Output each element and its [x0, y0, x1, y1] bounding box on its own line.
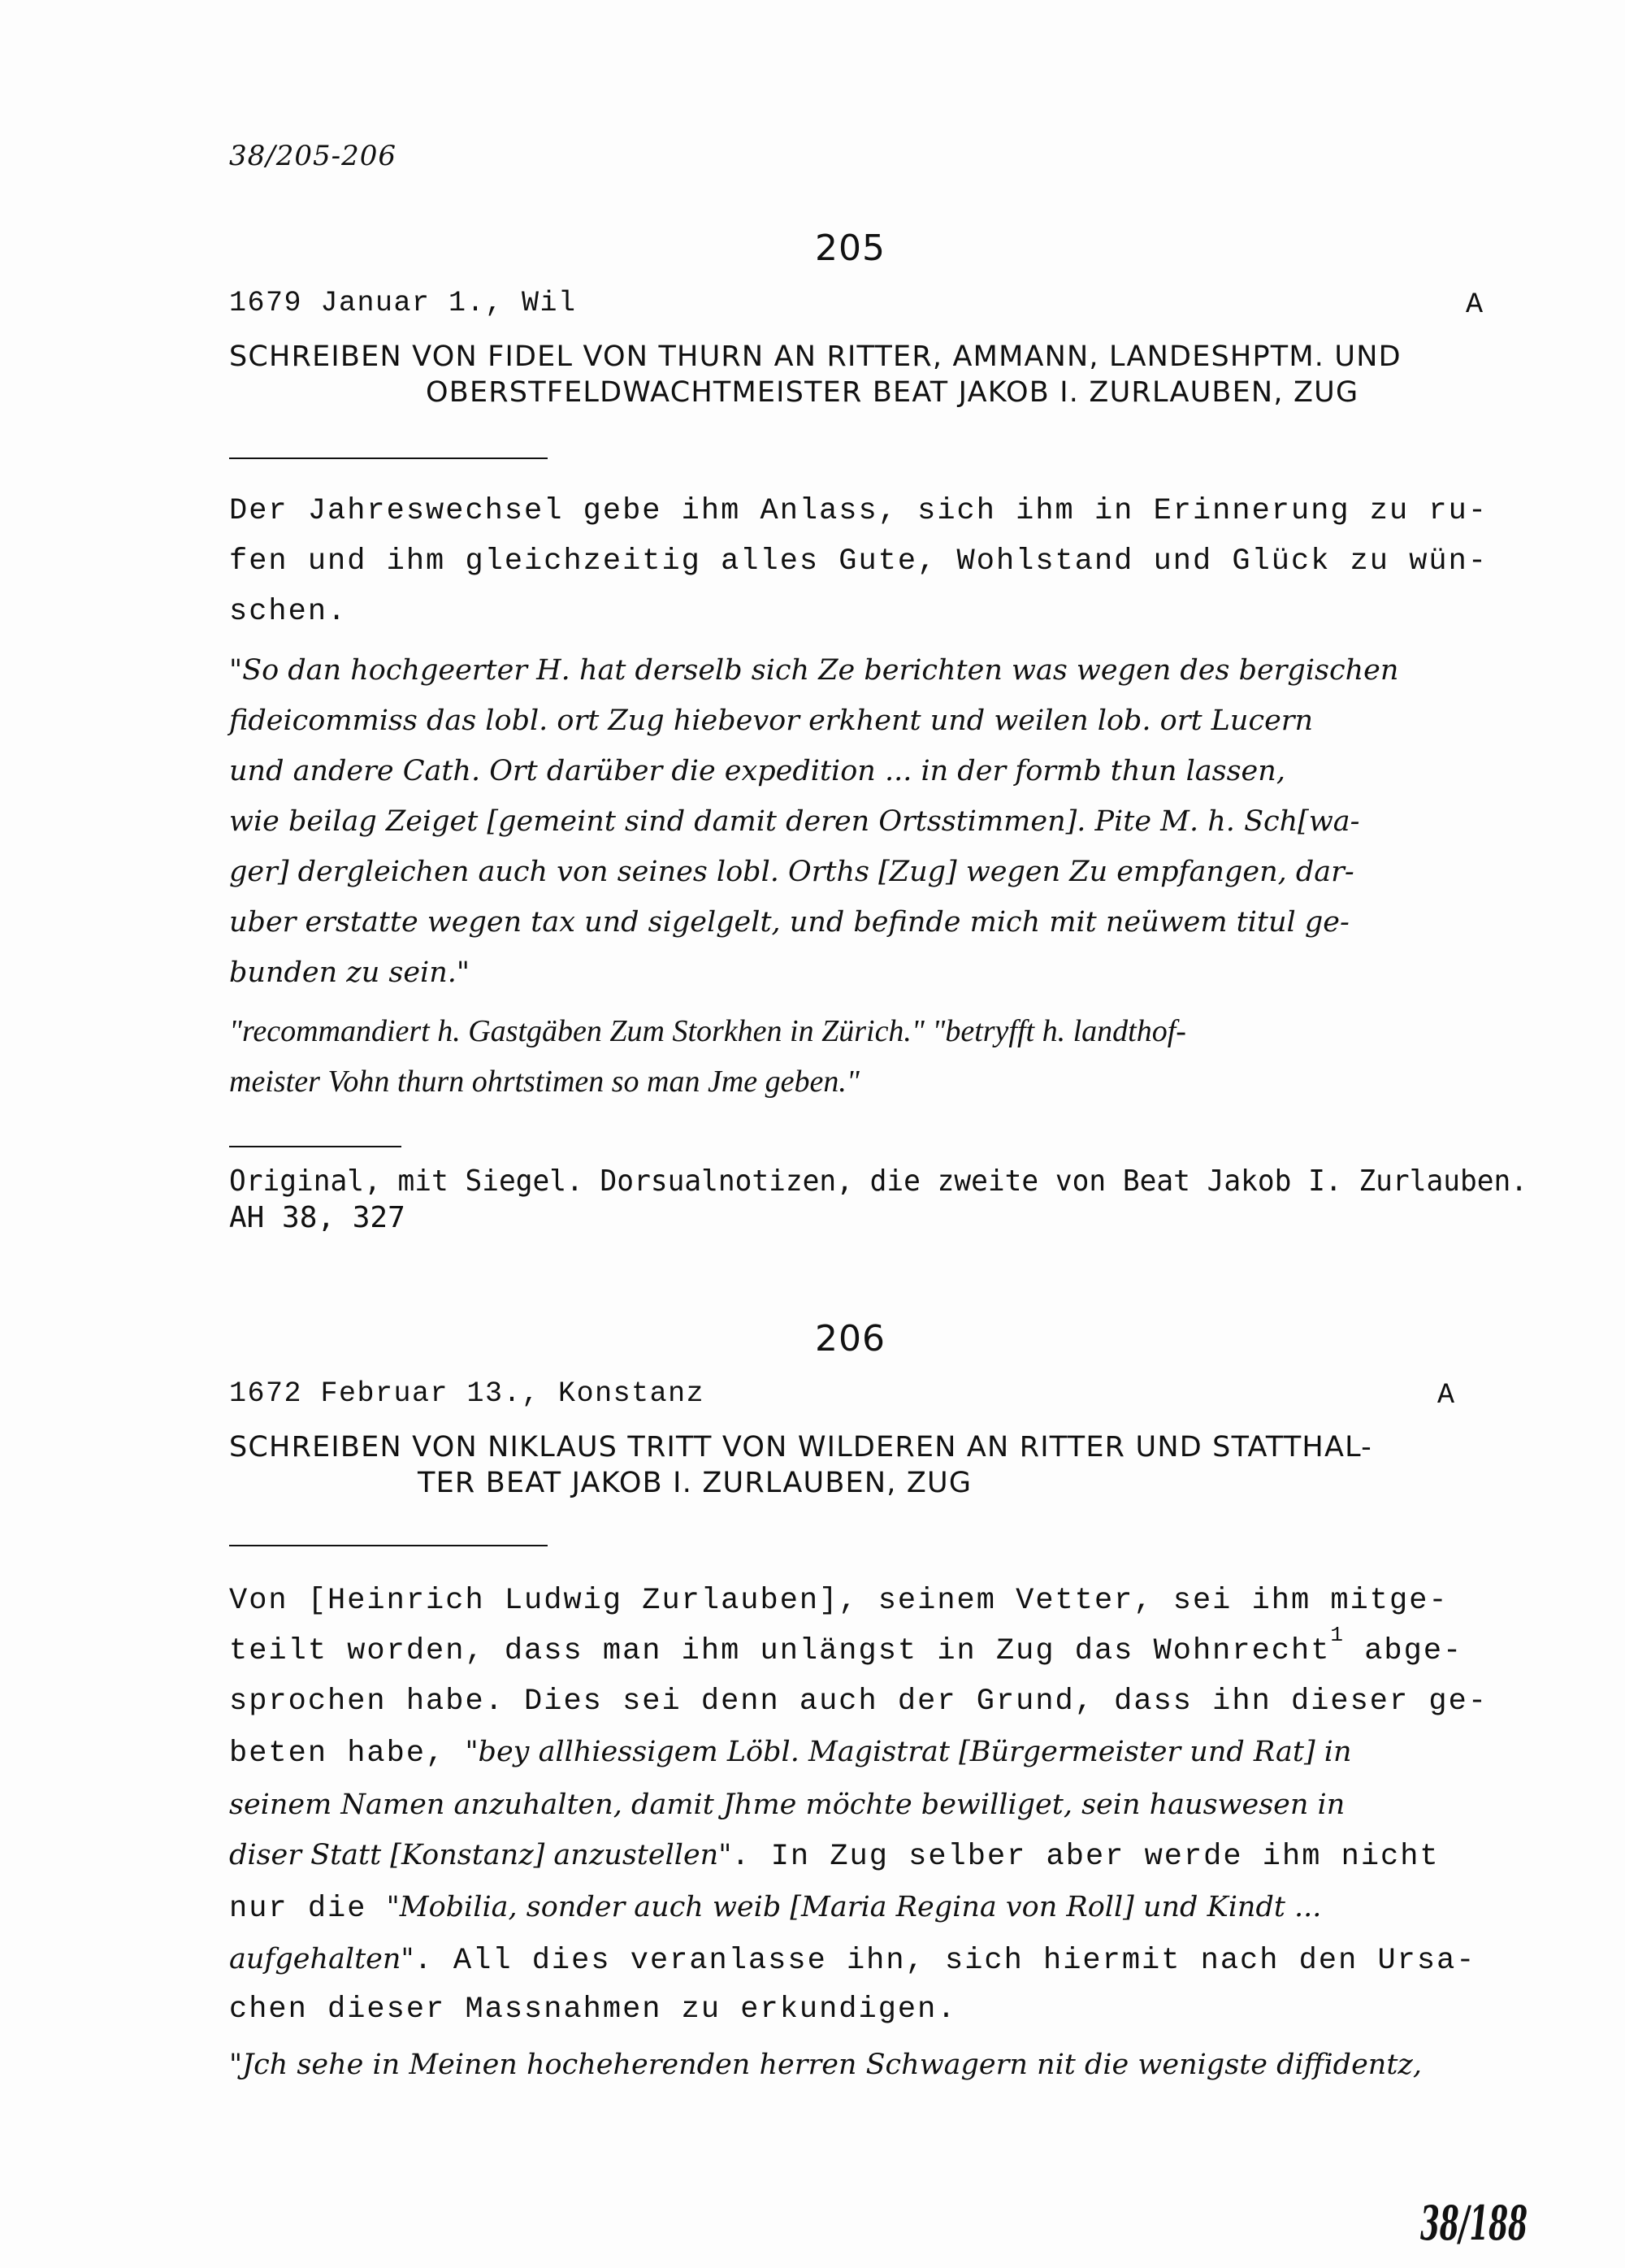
doc206-line6 [229, 1830, 1440, 1882]
doc206-date-place: 1672 Februar 13., Konstanz [229, 1377, 705, 1410]
doc206-line3: sprochen habe. Dies sei denn auch der Grund, dass ihn dieser ge- [229, 1685, 1488, 1719]
doc206-line7-quote: "Mobilia, sonder auch weib [Maria Regina von Roll] und Kindt ... [386, 1891, 1322, 1923]
doc205-summary-3: schen. [229, 595, 348, 629]
doc205-quote-2: fideicommiss das lobl. ort Zug hiebevor erkhent und weilen lob. ort Lucern [229, 705, 1314, 737]
doc205-number: 205 [815, 228, 886, 269]
doc206-line10: "Jch sehe in Meinen hocheherenden herren Schwagern nit die wenigste diffidentz, [229, 2049, 1422, 2081]
doc205-quote-6: uber erstatte wegen tax und sigelgelt, und befinde mich mit neüwem titul ge- [229, 906, 1350, 939]
doc205-source-line1: Original, mit Siegel. Dorsualnotizen, die zweite von Beat Jakob I. Zurlauben. [229, 1164, 1528, 1198]
doc205-date-place: 1679 Januar 1., Wil [229, 287, 577, 319]
doc205-dorsal-1: "recommandiert h. Gastgäben Zum Storkhen in Zürich." "betryfft h. landthof- [229, 1014, 1186, 1048]
doc205-quote-3: und andere Cath. Ort darüber die expedition ... in der formb thun lassen, [229, 755, 1285, 787]
doc205-heading-line1: SCHREIBEN VON FIDEL VON THURN AN RITTER, AMMANN, LANDESHPTM. UND [229, 340, 1402, 373]
page-reference: 38/205-206 [229, 140, 396, 172]
doc206-line2-end: abge- [1345, 1634, 1463, 1668]
doc206-heading-line1: SCHREIBEN VON NIKLAUS TRITT VON WILDEREN AN RITTER UND STATTHAL- [229, 1431, 1373, 1464]
doc206-mark: A [1437, 1379, 1456, 1412]
doc206-line7 [229, 1882, 1321, 1934]
doc206-line8-quote: aufgehalten" [229, 1943, 414, 1975]
doc206-line9: chen dieser Massnahmen zu erkundigen. [229, 1993, 957, 2027]
doc206-line2-text: teilt worden, dass man ihm unlängst in Zug das Wohnrecht [229, 1634, 1331, 1668]
doc206-heading-line2: TER BEAT JAKOB I. ZURLAUBEN, ZUG [418, 1467, 973, 1499]
doc205-dorsal-2: meister Vohn thurn ohrtstimen so man Jme geben." [229, 1065, 860, 1099]
doc206-number: 206 [815, 1318, 886, 1359]
doc206-line2 [229, 1623, 1463, 1678]
doc205-quote-7: bunden zu sein." [229, 956, 470, 989]
doc206-line8 [229, 1934, 1476, 1986]
doc205-summary-1: Der Jahreswechsel gebe ihm Anlass, sich ihm in Erinnerung zu ru- [229, 494, 1488, 528]
archive-stamp-handwritten: 38/188 [1420, 2196, 1528, 2251]
doc206-line4-text: beten habe, [229, 1737, 466, 1771]
doc206-line1: Von [Heinrich Ludwig Zurlauben], seinem Vetter, sei ihm mitge- [229, 1584, 1449, 1618]
doc205-quote-1: "So dan hochgeerter H. hat derselb sich Ze berichten was wegen des bergischen [229, 654, 1399, 687]
doc205-source-separator [229, 1146, 401, 1147]
doc206-line5: seinem Namen anzuhalten, damit Jhme möchte bewilliget, sein hauswesen in [229, 1789, 1346, 1821]
doc206-line6-quote: diser Statt [Konstanz] anzustellen" [229, 1839, 732, 1871]
doc205-quote-5: ger] dergleichen auch von seines lobl. Orths [Zug] wegen Zu empfangen, dar- [229, 856, 1354, 888]
doc205-source-line2: AH 38, 327 [229, 1201, 405, 1234]
doc205-mark: A [1466, 288, 1484, 321]
doc206-line4 [229, 1727, 1352, 1779]
doc205-quote-4: wie beilag Zeiget [gemeint sind damit deren Ortsstimmen]. Pite M. h. Sch[wa- [229, 805, 1360, 838]
doc205-separator [229, 458, 548, 459]
doc206-separator [229, 1545, 548, 1546]
doc205-summary-2: fen und ihm gleichzeitig alles Gute, Wohlstand und Glück zu wün- [229, 544, 1488, 579]
doc206-line8-text: . All dies veranlasse ihn, sich hiermit nach den Ursa- [414, 1944, 1476, 1978]
doc205-heading-line2: OBERSTFELDWACHTMEISTER BEAT JAKOB I. ZURLAUBEN, ZUG [426, 376, 1359, 409]
footnote-marker: 1 [1330, 1623, 1346, 1647]
doc206-line4-quote: "bey allhiessigem Löbl. Magistrat [Bürgermeister und Rat] in [465, 1736, 1352, 1768]
doc206-line7-text: nur die [229, 1892, 387, 1926]
doc206-line6-text: . In Zug selber aber werde ihm nicht [731, 1840, 1440, 1874]
